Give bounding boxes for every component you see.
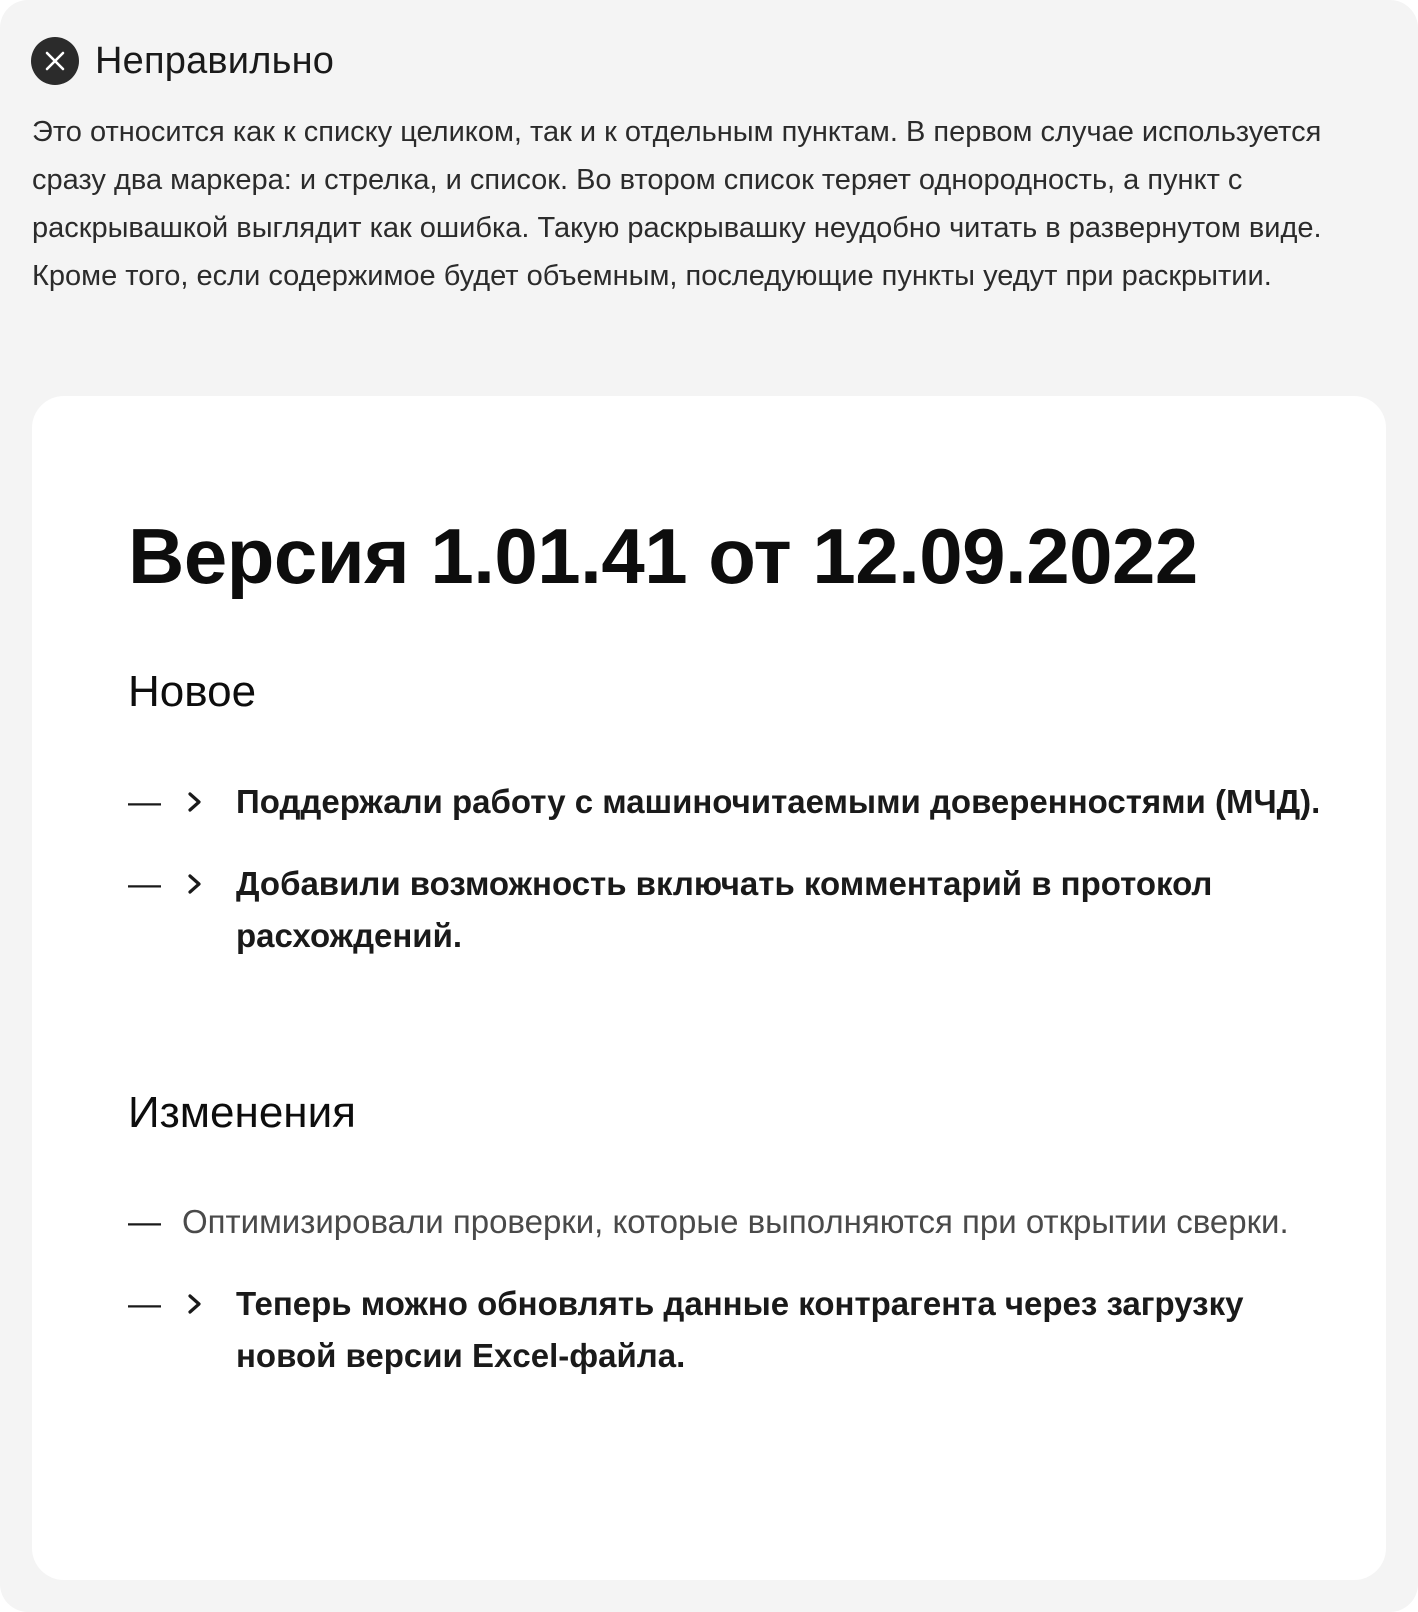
example-card <box>32 396 1386 1580</box>
list-item-text: Теперь можно обновлять данные контрагента через загрузку новой версии Excel-файла. <box>236 1285 1244 1374</box>
list-item[interactable] <box>128 776 1328 828</box>
dash-marker: — <box>128 1285 161 1322</box>
dash-marker: — <box>128 1203 161 1240</box>
list-item[interactable] <box>128 1278 1328 1382</box>
list-changes <box>128 1196 1328 1382</box>
chevron-right-icon[interactable] <box>182 858 236 910</box>
chevron-right-icon[interactable] <box>182 776 236 828</box>
list-item-text: Добавили возможность включать комментарий в протокол расхождений. <box>236 865 1213 954</box>
section-title-new: Новое <box>128 667 257 716</box>
close-icon <box>31 37 79 85</box>
list-item-text: Оптимизировали проверки, которые выполняются при открытии сверки. <box>182 1203 1289 1240</box>
section-title-changes: Изменения <box>128 1088 356 1137</box>
list-item <box>128 1196 1328 1248</box>
description-text: Это относится как к списку целиком, так и к отдельным пунктам. В первом случае используется сразу два маркера: и стрелка, и список. Во втором список теряет однородность, а пункт с раскрывашкой выглядит как ошибка. Такую раскрывашку неудобно читать в развернутом виде. Кроме того, если содержимое будет объемным, последующие пункты уедут при раскрытии. <box>32 116 1322 292</box>
status-title: Неправильно <box>95 40 335 82</box>
list-item-text: Поддержали работу с машиночитаемыми доверенностями (МЧД). <box>236 783 1321 820</box>
status-header <box>31 37 334 85</box>
list-item[interactable] <box>128 858 1328 962</box>
version-title: Версия 1.01.41 от 12.09.2022 <box>128 512 1198 600</box>
dash-marker: — <box>128 783 161 820</box>
chevron-right-icon[interactable] <box>182 1278 236 1330</box>
list-new <box>128 776 1328 962</box>
dash-marker: — <box>128 865 161 902</box>
